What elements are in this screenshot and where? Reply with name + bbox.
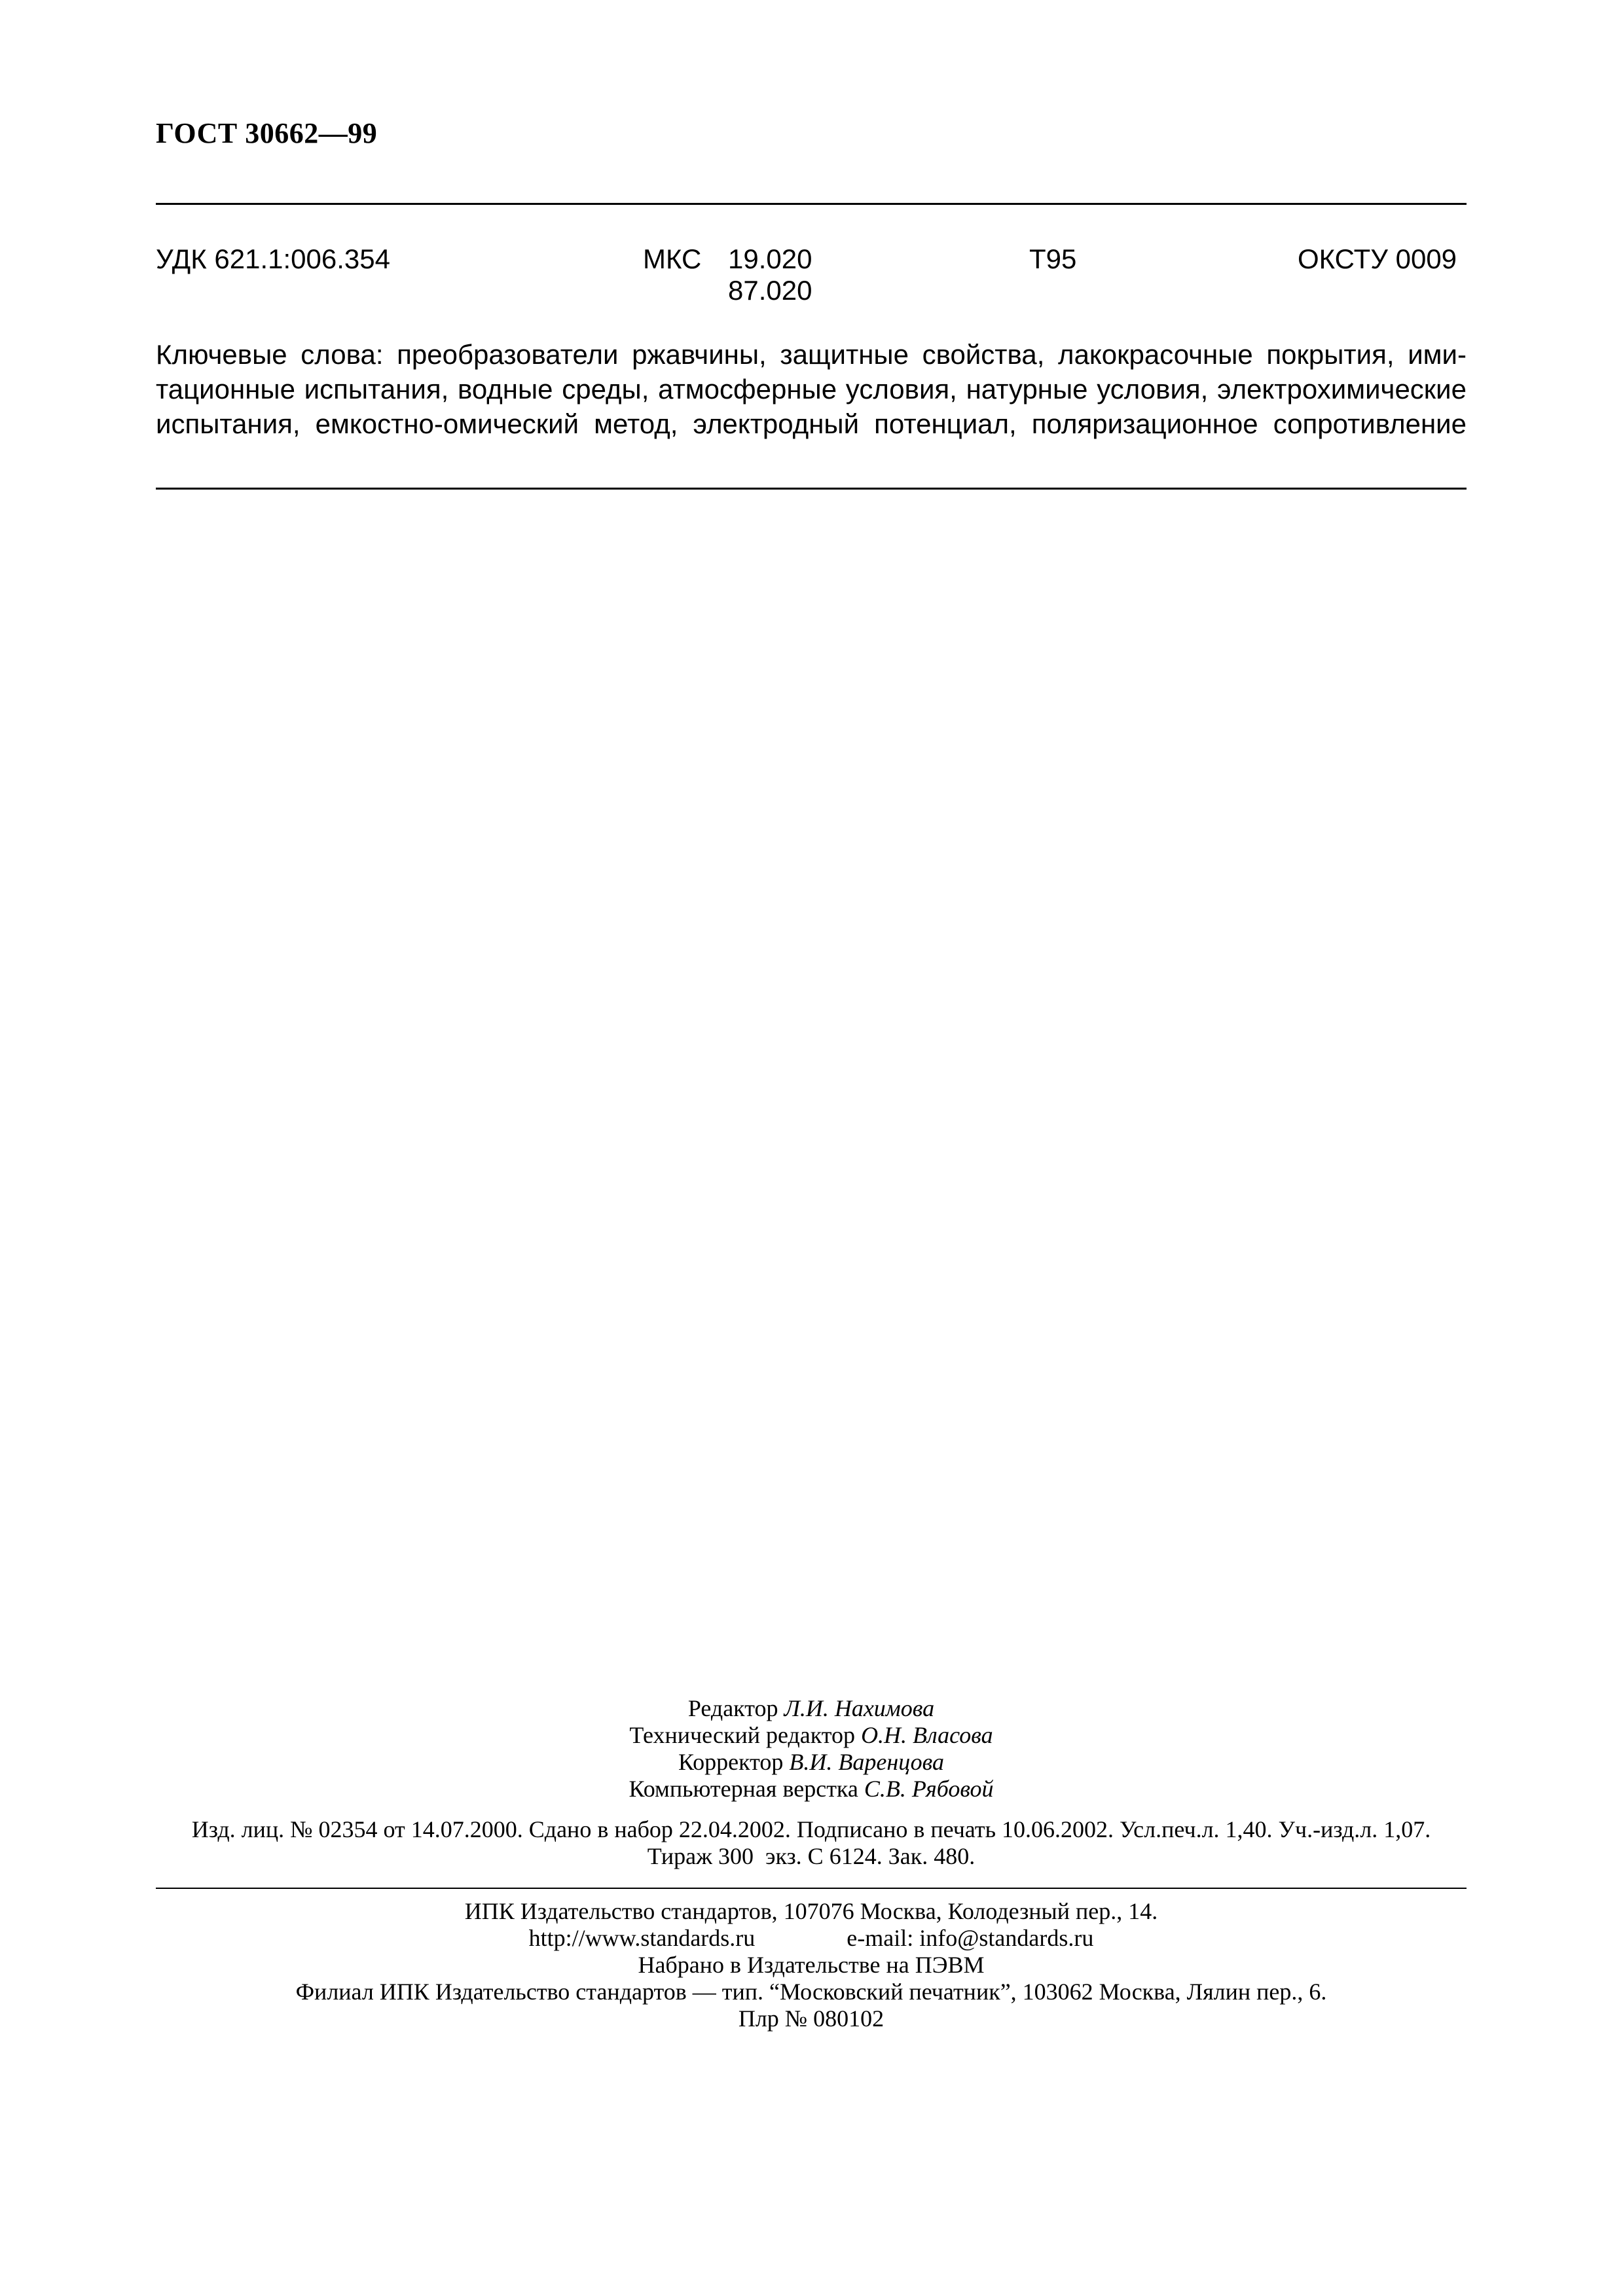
imprint-line-1: Изд. лиц. № 02354 от 14.07.2000. Сдано в набор 22.04.2002. Подписано в печать 10.06.2002. Усл.печ.л. 1,40. Уч.-изд.л. 1,07. bbox=[191, 1816, 1431, 1842]
standard-title: ГОСТ 30662—99 bbox=[156, 117, 378, 149]
credit-proofreader: Корректор В.И. Варенцова bbox=[678, 1749, 945, 1775]
okstu-code: ОКСТУ 0009 bbox=[1298, 243, 1457, 274]
imprint-divider bbox=[156, 1888, 1467, 1889]
publisher-website: http://www.standards.ru bbox=[528, 1925, 756, 1951]
publisher-email: e-mail: info@standards.ru bbox=[847, 1925, 1094, 1951]
credit-tech-editor: Технический редактор О.Н. Власова bbox=[629, 1722, 993, 1748]
imprint-line-2: Тираж 300 экз. С 6124. Зак. 480. bbox=[647, 1843, 976, 1869]
publisher-contacts bbox=[156, 1925, 1467, 1952]
mks-code-1: 19.020 bbox=[728, 243, 812, 274]
t-code: Т95 bbox=[1029, 243, 1077, 274]
keywords-line-3: испытания, емкостно-омический метод, электродный потенциал, поляризационное сопротивление bbox=[156, 408, 1467, 439]
top-divider bbox=[156, 203, 1467, 205]
publisher-block bbox=[156, 1898, 1467, 2032]
keywords-block bbox=[156, 337, 1467, 441]
imprint-block bbox=[156, 1816, 1467, 1870]
mks-code-2: 87.020 bbox=[728, 275, 812, 306]
credit-layout: Компьютерная верстка С.В. Рябовой bbox=[629, 1776, 994, 1802]
credits-block bbox=[156, 1695, 1467, 1803]
mks-label: МКС bbox=[643, 243, 702, 274]
keywords-line-1: Ключевые слова: преобразователи ржавчины, защитные свойства, лакокрасочные покрытия, ими- bbox=[156, 339, 1467, 370]
branch-address: Филиал ИПК Издательство стандартов — тип. “Московский печатник”, 103062 Москва, Лялин пер., 6. bbox=[295, 1979, 1327, 2005]
keywords-line-2: тационные испытания, водные среды, атмосферные условия, натурные условия, электрохимические bbox=[156, 374, 1467, 404]
plr-number: Плр № 080102 bbox=[738, 2005, 884, 2032]
credit-editor: Редактор Л.И. Нахимова bbox=[687, 1695, 935, 1721]
typeset-note: Набрано в Издательстве на ПЭВМ bbox=[638, 1952, 985, 1978]
publisher-address: ИПК Издательство стандартов, 107076 Москва, Колодезный пер., 14. bbox=[464, 1898, 1158, 1924]
udk-code: УДК 621.1:006.354 bbox=[156, 243, 390, 274]
keywords-divider bbox=[156, 488, 1467, 490]
